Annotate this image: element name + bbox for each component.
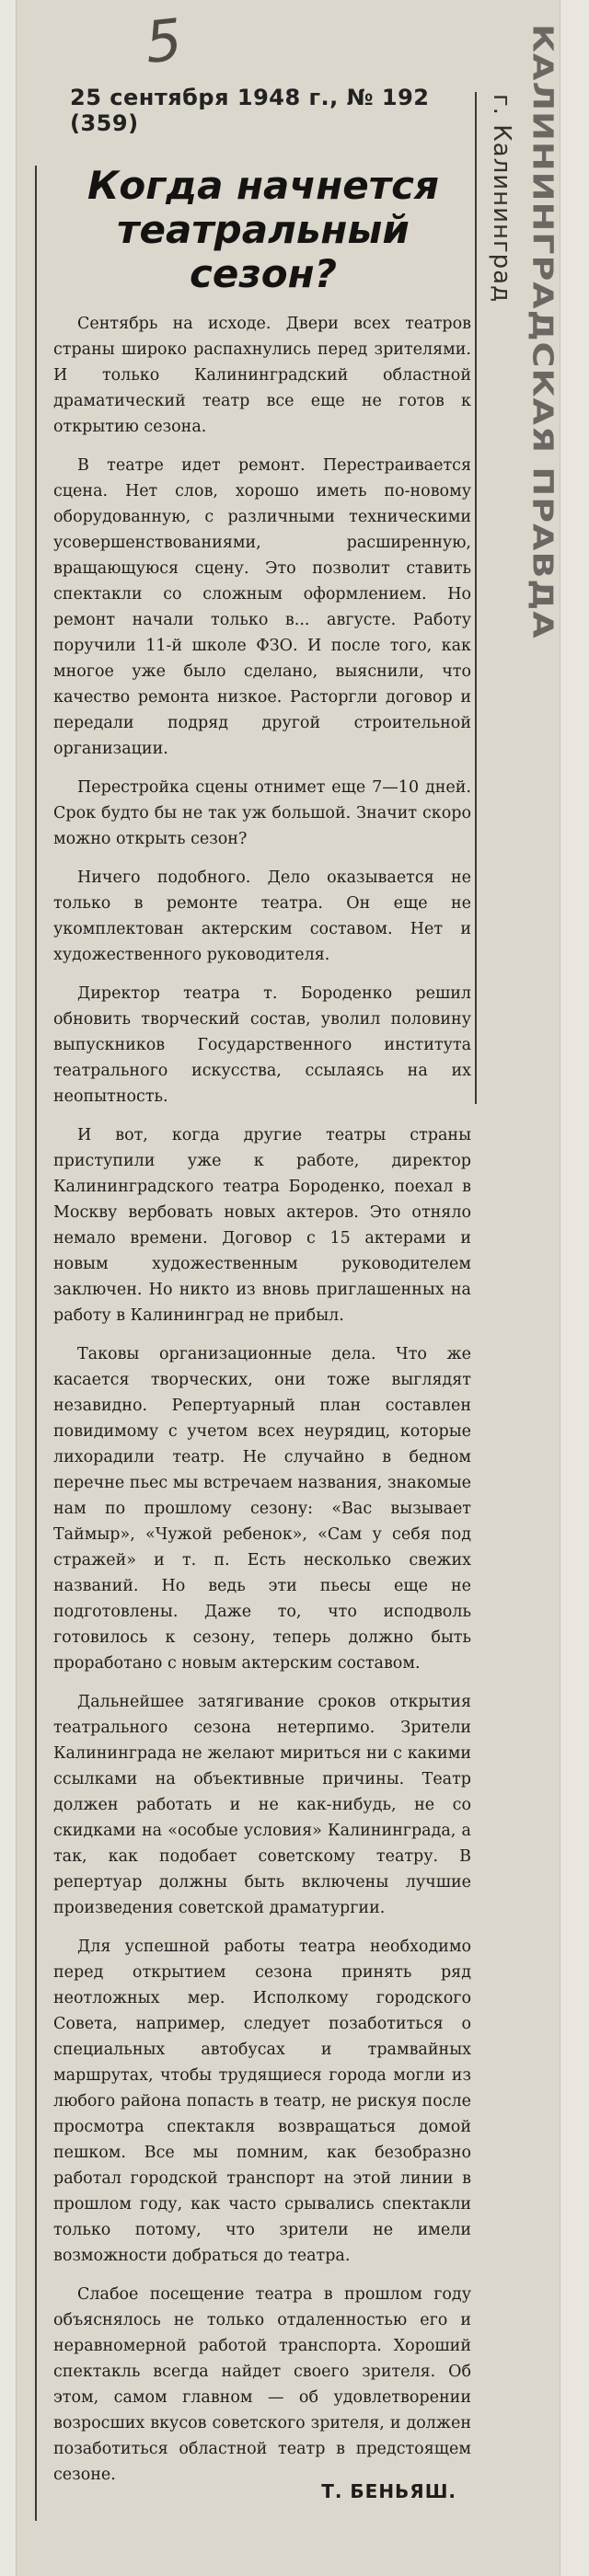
column-rule-left	[35, 166, 37, 2521]
article-paragraph: Перестройка сцены отнимет еще 7—10 дней. Срок будто бы не так уж большой. Значит скоро можно открыть сезон?	[53, 778, 471, 848]
headline-line-2: театральный	[117, 207, 410, 252]
article-paragraph: И вот, когда другие театры страны приступили уже к работе, директор Калининградского театра Бороденко, поехал в Москву вербовать новых актеров. Это отняло немало времени. Договор с 15 актерами и новым художественным руководителем заключен. Но никто из вновь приглашенных на работу в Калининград не прибыл.	[53, 1126, 471, 1325]
article-body	[53, 311, 471, 2501]
article-paragraph: Слабое посещение театра в прошлом году объяснялось не только отдаленностью его и неравномерной работой транспорта. Хороший спектакль всегда найдет своего зрителя. Об этом, самом главном — об удовлетворении возросших вкусов советского зрителя, и должен позаботиться областной театр в предстоящем сезоне.	[53, 2285, 471, 2484]
newspaper-title: КАЛИНИНГРАДСКАЯ ПРАВДА	[526, 24, 560, 639]
article-headline	[52, 164, 475, 296]
newspaper-city: г. Калининград	[488, 94, 515, 304]
article-paragraph: В театре идет ремонт. Перестраивается сцена. Нет слов, хорошо иметь по-новому оборудованную, с различными техническими усовершенствованиями, расширенную, вращающуюся сцену. Это позволит ставить спектакли со сложным оформлением. Но ремонт начали только в... августе. Работу поручили 11-й школе ФЗО. И после того, как многое уже было сделано, выяснили, что качество ремонта низкое. Расторгли договор и передали подряд другой строительной организации.	[53, 456, 471, 758]
column-rule-right	[475, 92, 477, 1104]
article-paragraph: Таковы организационные дела. Что же касается творческих, они тоже выглядят незавидно. Репертуарный план составлен повидимому с учетом всех неурядиц, которые лихорадили театр. Не случайно в бедном перечне пьес мы встречаем названия, знакомые нам по прошлому сезону: «Вас вызывает Таймыр», «Чужой ребенок», «Сам у себя под стражей» и т. п. Есть несколько свежих названий. Но ведь эти пьесы еще не подготовлены. Даже то, что исподволь готовилось к сезону, теперь должно быть проработано с новым актерским составом.	[53, 1345, 471, 1673]
article-paragraph: Дальнейшее затягивание сроков открытия театрального сезона нетерпимо. Зрители Калининграда не желают мириться ни с какими ссылками на объективные причины. Театр должен работать и не как-нибудь, не со скидками на «особые условия» Калининграда, а так, как подобает советскому театру. В репертуар должны быть включены лучшие произведения советской драматургии.	[53, 1693, 471, 1917]
article-author: Т. БЕНЬЯШ.	[321, 2480, 456, 2502]
article-paragraph: Для успешной работы театра необходимо перед открытием сезона принять ряд неотложных мер. Исполкому городского Совета, например, следует позаботиться о специальных автобусах и трамвайных маршрутах, чтобы трудящиеся города могли из любого района попасть в театр, не рискуя после просмотра спектакля возвращаться домой пешком. Все мы помним, как безобразно работал городской транспорт на этой линии в прошлом году, как часто срывались спектакли только потому, что зрители не имели возможности добраться до театра.	[53, 1938, 471, 2265]
headline-line-1: Когда начнется	[87, 163, 439, 208]
masthead-strip	[486, 9, 560, 639]
article-paragraph: Сентябрь на исходе. Двери всех театров страны широко распахнулись перед зрителями. И только Калининградский областной драматический театр все еще не готов к открытию сезона.	[53, 315, 471, 436]
headline-line-3: сезон?	[189, 251, 338, 296]
article-paragraph: Ничего подобного. Дело оказывается не только в ремонте театра. Он еще не укомплектован актерским составом. Нет и художественного руководителя.	[53, 868, 471, 964]
issue-dateline: 25 сентября 1948 г., № 192 (359)	[70, 85, 430, 136]
newspaper-clipping	[17, 0, 560, 2576]
article-paragraph: Директор театра т. Бороденко решил обновить творческий состав, уволил половину выпускников Государственного института театрального искусства, ссылаясь на их неопытность.	[53, 984, 471, 1106]
handwritten-number: 5	[142, 6, 186, 76]
